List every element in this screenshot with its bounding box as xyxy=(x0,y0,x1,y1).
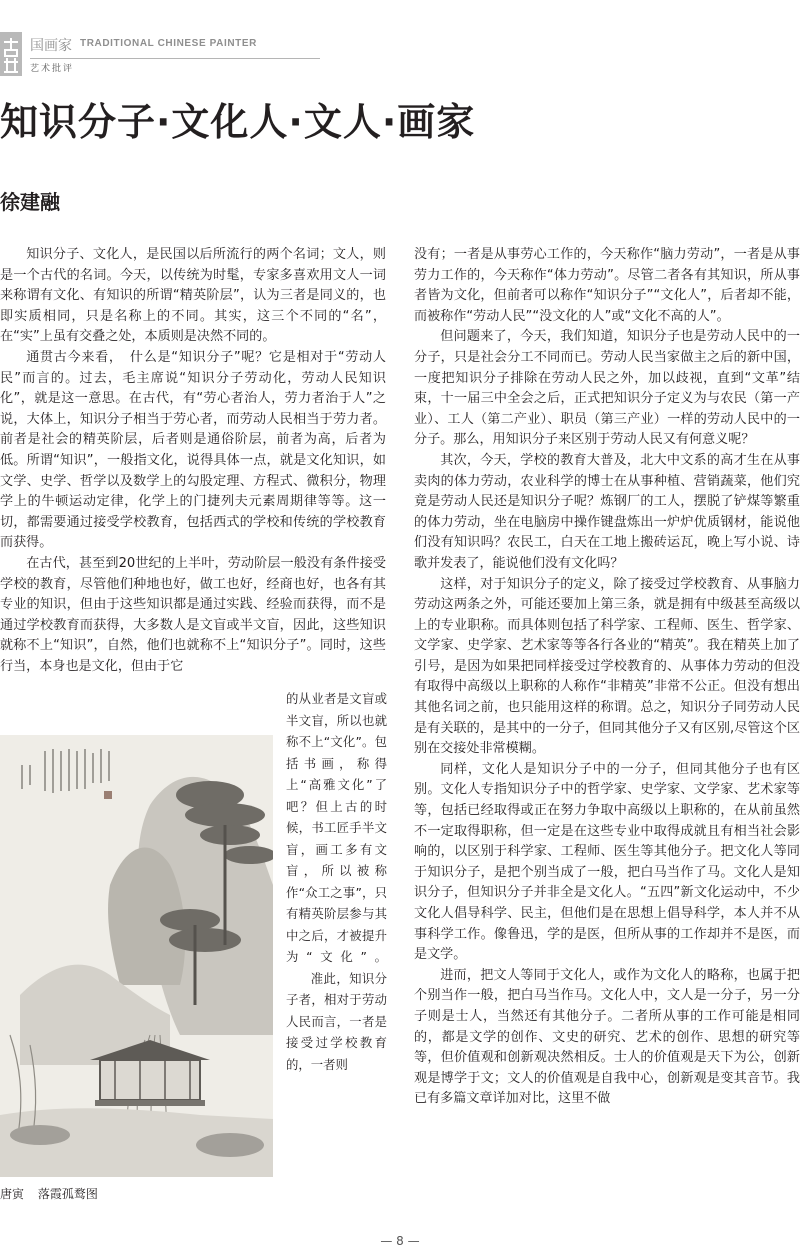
landscape-painting-icon xyxy=(0,735,273,1177)
page-number: — 8 — xyxy=(380,1234,420,1248)
paragraph: 没有；一者是从事劳心工作的，今天称作“脑力劳动”，一者是从事劳力工作的，今天称作“体力劳动”。尽管二者各有其知识，所从事者皆为文化，但前者可以称作“知识分子”“文化人”，后者却不能，而被称作“劳动人民”“没文化的人”或“文化不高的人”。 xyxy=(414,247,800,324)
painting-caption xyxy=(0,1185,108,1202)
paragraph: 知识分子、文化人，是民国以后所流行的两个名词；文人，则是一个古代的名词。今天，以传统为时髦，专家多喜欢用文人一词来称谓有文化、有知识的所谓“精英阶层”，认为三者是同义的，也即实质相同，只是名称上的不同。其实，这三个不同的“名”，在“实”上虽有交叠之处，本质则是决然不同的。 xyxy=(0,247,386,345)
paragraph: 但问题来了，今天，我们知道，知识分子也是劳动人民中的一分子，只是社会分工不同而已。劳动人民当家做主之后的新中国，一度把知识分子排除在劳动人民之外，加以歧视，直到“文革”结束，十一届三中全会之后，正式把知识分子定义为与农民（第一产业）、工人（第二产业）、职员（第三产业）一样的劳动人民中的一分子。那么，用知识分子来区别于劳动人民又有何意义呢？ xyxy=(414,329,800,448)
paragraph: 的从业者是文盲或半文盲，所以也就称不上“文化”。包括书画，称得上“高雅文化”了吧？但上古的时候，书工匠手半文盲，画工多有文盲，所以被称作“众工之事”，只有精英阶层参与其中之后，才被提升为“文化”。 xyxy=(286,691,387,964)
right-column xyxy=(414,245,800,1110)
article-author: 徐建融 xyxy=(0,190,60,214)
seal-logo-icon xyxy=(0,34,22,76)
masthead xyxy=(0,28,800,88)
brand-english: TRADITIONAL CHINESE PAINTER xyxy=(80,38,257,49)
paragraph: 这样，对于知识分子的定义，除了接受过学校教育、从事脑力劳动这两条之外，可能还要加上第三条，就是拥有中级甚至高级以上的专业职称。而具体则包括了科学家、工程师、医生、哲学家、文学家、史学家、艺术家等等各行各业的“精英”。我在精英上加了引号，是因为如果把同样接受过学校教育的、从事体力劳动的但没有取得中高级以上职称的人称作“非精英”非常不公正。但没有想出其他名词之前，也只能用这样的称谓。总之，知识分子同劳动人民是有关联的，是其中的一分子，但同其他分子又有区别,尽管这个区别在交接处非常模糊。 xyxy=(414,576,800,757)
header-divider xyxy=(30,58,320,59)
caption-artist: 唐寅 xyxy=(0,1187,25,1201)
paragraph: 通贯古今来看， 什么是“知识分子”呢？它是相对于“劳动人民”而言的。过去，毛主席说“知识分子劳动化，劳动人民知识化”，就是这一意思。在古代，有“劳心者治人，劳力者治于人”之说，大体上，知识分子相当于劳心者，而劳动人民相当于劳力者。前者是社会的精英阶层，后者则是通俗阶层，前者为高，后者为低。所谓“知识”，一般指文化，说得具体一点，就是文化知识，如文学、史学、哲学以及数学上的勾股定理、方程式、微积分，物理学上的牛顿运动定律，化学上的门捷列夫元素周期律等等。这一切，都需要通过接受学校教育，包括西式的学校和传统的学校教育而获得。 xyxy=(0,349,386,551)
painting-image xyxy=(0,735,273,1177)
column-name: 艺术批评 xyxy=(30,64,75,74)
left-column xyxy=(0,245,386,677)
wrap-column xyxy=(286,688,387,1075)
caption-title: 落霞孤鹜图 xyxy=(37,1187,98,1201)
paragraph: 准此，知识分子者，相对于劳动人民而言，一者是接受过学校教育的，一者则 xyxy=(286,970,387,1072)
masthead-logo xyxy=(0,32,22,76)
paragraph: 其次，今天，学校的教育大普及，北大中文系的高才生在从事卖肉的体力劳动，农业科学的博士在从事种植、营销蔬菜，他们究竟是劳动人民还是知识分子呢？炼钢厂的工人，摆脱了铲煤等繁重的体力劳动，坐在电脑房中操作键盘炼出一炉炉优质钢材，能说他们没有知识吗？农民工，白天在工地上搬砖运瓦，晚上写小说、诗歌并发表了，能说他们没有文化吗？ xyxy=(414,452,800,571)
brand-chinese: 国画家 xyxy=(30,38,72,54)
paragraph: 同样，文化人是知识分子中的一分子，但同其他分子也有区别。文化人专指知识分子中的哲学家、史学家、文学家、艺术家等等，包括已经取得或正在努力争取中高级以上职称的，在从前虽然不一定取得职称，但一定是在这些专业中取得成就且有相当社会影响的，以区别于科学家、工程师、医生等其他分子。把文化人等同于知识分子，是把个别当成了一般，把白马当作了马。文化人是知识分子，但知识分子并非全是文化人。“五四”新文化运动中，不少文化人倡导科学、民主，但他们是在思想上倡导科学，本人并不从事科学工作。像鲁迅，学的是医，但所从事的工作却并不是医，而是文学。 xyxy=(414,761,800,963)
paragraph: 在古代，甚至到20世纪的上半叶，劳动阶层一般没有条件接受学校的教育，尽管他们种地也好，做工也好，经商也好，也各有其专业的知识，但由于这些知识都是通过实践、经验而获得，而不是通过学校教育而获得，大多数人是文盲或半文盲，因此，这些知识就称不上“知识”，自然，他们也就称不上“知识分子”。同时，这些行当，本身也是文化，但由于它 xyxy=(0,555,386,674)
article-title: 知识分子·文化人·文人·画家 xyxy=(0,100,476,144)
paragraph: 进而，把文人等同于文化人，或作为文化人的略称，也属于把个别当作一般，把白马当作马。文化人中，文人是一分子，另一分子则是士人，当然还有其他分子。二者所从事的工作可能是相同的，都是文学的创作、文史的研究、艺术的创作、思想的研究等等，但价值观和创新观决然相反。士人的价值观是天下为公，创新观是博学于文；文人的价值观是自我中心，创新观是变其音节。我已有多篇文章详加对比，这里不做 xyxy=(414,967,800,1107)
